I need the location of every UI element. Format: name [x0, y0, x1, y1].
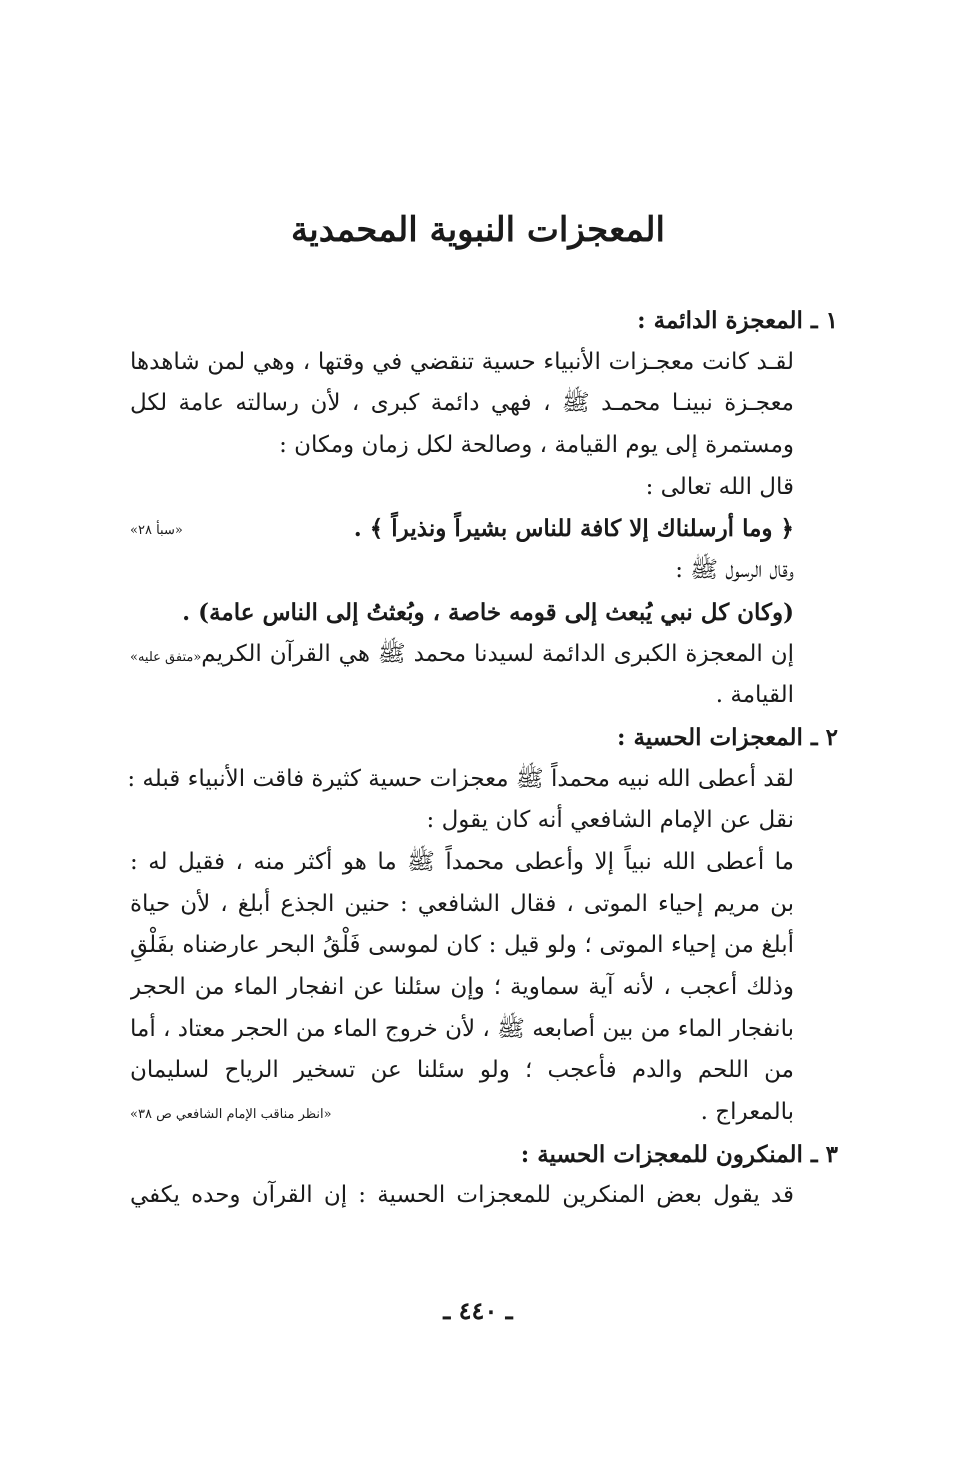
section-2-reference: «انظر مناقب الإمام الشافعي ص ٣٨»	[130, 1107, 332, 1123]
section-1-line-1: لقـد كانت معجـزات الأنبياء حسية تنقضي في وقتها ، وهي لمن شاهدها	[130, 348, 794, 375]
section-2-line-9: بالمعراج .	[700, 1099, 794, 1126]
section-1-verse-line	[130, 508, 838, 550]
section-1-heading: ١ ـ المعجزة الدائمة :	[637, 307, 838, 334]
hadith-text: (وكان كل نبي يُبعث إلى قومه خاصة ، وبُعثتُ إلى الناس عامة) .	[182, 598, 794, 626]
section-3-line-1: قد يقول بعض المنكرين للمعجزات الحسية : إن القرآن وحده يكفي	[130, 1182, 794, 1209]
page-number: ـ ٤٤٠ ـ	[443, 1296, 513, 1325]
section-2-line-4: بن مريم إحياء الموتى ، فقال الشافعي : حنين الجذع أبلغ ، لأن حياة	[130, 890, 794, 917]
section-1-line-6: وقال الرسول ﷺ :	[675, 557, 794, 584]
section-2-line-8: من اللحم والدم فأعجب ؛ ولو سئلنا عن تسخير الرياح لسليمان	[130, 1057, 794, 1084]
section-3-heading: ٣ ـ المنكرون للمعجزات الحسية :	[520, 1140, 838, 1168]
section-2-line-3: ما أعطى الله نبياً إلا وأعطى محمداً ﷺ ما هو أكثر منه ، فقيل له :	[130, 848, 794, 875]
section-1-line-4: قال الله تعالى :	[645, 473, 794, 500]
section-1-line-2: معجـزة نبينـا محمـد ﷺ ، فهي دائمة كبرى ، لأن رسالته عامة لكل	[130, 390, 794, 417]
quran-verse: ﴿ وما أرسلناك إلا كافة للناس بشيراً ونذيراً ﴾ .	[353, 515, 794, 543]
hadith-reference: «متفق عليه»	[130, 649, 202, 665]
section-2-line-2: نقل عن الإمام الشافعي أنه كان يقول :	[426, 807, 794, 834]
section-2-line-7: بانفجار الماء من بين أصابعه ﷺ ، لأن خروج الماء من الحجر معتاد ، أما	[130, 1015, 794, 1042]
section-2-line-6: وذلك أعجب ، لأنه آية سماوية ؛ وإن سئلنا عن انفجار الماء من الحجر	[130, 974, 794, 1000]
section-2-line-5: أبلغ من إحياء الموتى ؛ ولو قيل : كان لموسى فَلْقُ البحر عارضناه بفَلْقِ	[130, 932, 794, 959]
page-body	[127, 300, 838, 1217]
page-title: المعجزات النبوية المحمدية	[291, 210, 665, 250]
section-2-heading: ٢ ـ المعجزات الحسية :	[616, 723, 838, 751]
section-2-line-1: لقد أعطى الله نبيه محمداً ﷺ معجزات حسية كثيرة فاقت الأنبياء قبله :	[127, 765, 794, 792]
section-1-line-3: ومستمرة إلى يوم القيامة ، وصالحة لكل زمان ومكان :	[279, 432, 794, 459]
section-2-last-line	[130, 1092, 838, 1134]
section-1-line-8: إن المعجزة الكبرى الدائمة لسيدنا محمد ﷺ هي القرآن الكريم	[201, 640, 794, 667]
verse-reference: «سبأ ٢٨»	[130, 523, 183, 539]
section-1-line-9: القيامة .	[715, 682, 794, 709]
